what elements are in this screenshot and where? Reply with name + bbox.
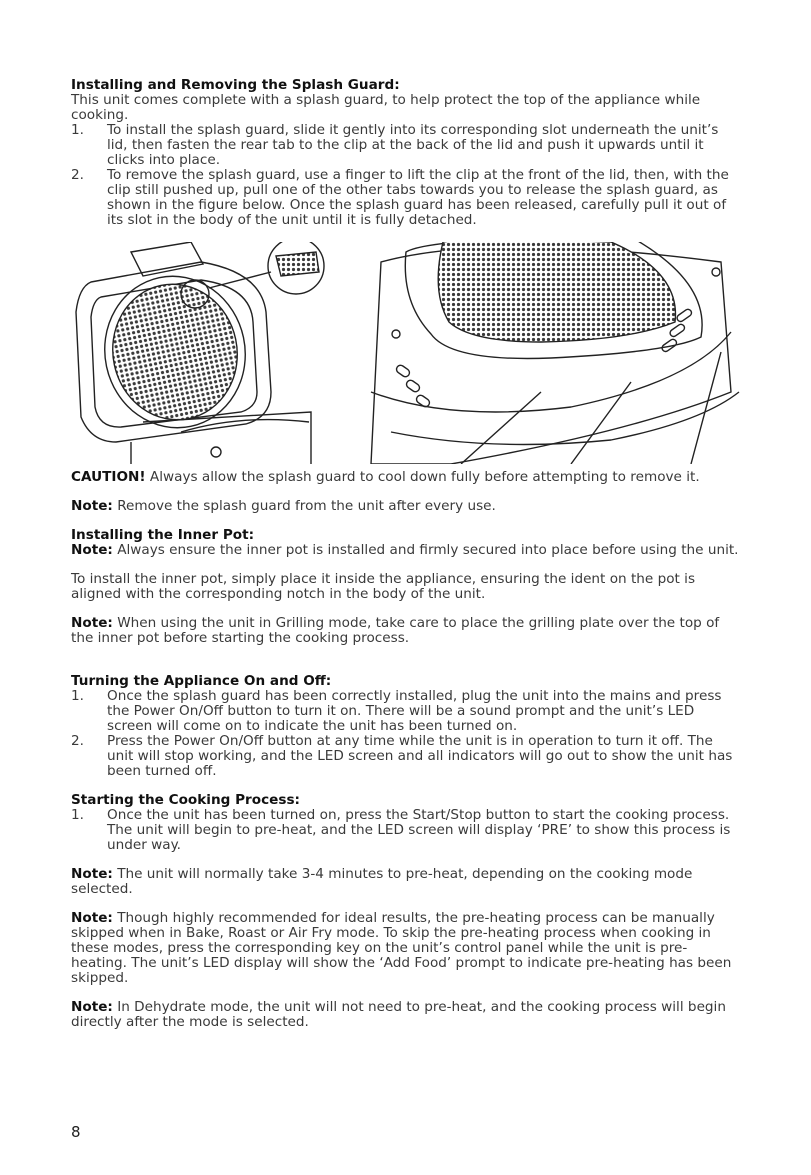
skip-preheat-note — [71, 911, 743, 986]
splash-guard-intro: This unit comes complete with a splash guard, to help protect the top of the appliance while cooking. — [71, 92, 701, 123]
splash-guard-illustration — [71, 242, 743, 464]
note-label: Note: — [71, 999, 113, 1015]
note-label: Note: — [71, 498, 113, 514]
inner-pot-body: To install the inner pot, simply place it inside the appliance, ensuring the ident on the pot is aligned with the corresponding notch in the body of the unit. — [71, 571, 696, 602]
splash-guard-steps — [71, 123, 743, 228]
dehydrate-note — [71, 1000, 743, 1030]
on-off-section — [71, 674, 743, 779]
list-item: 2. Press the Power On/Off button at any time while the unit is in operation to turn it off. The unit will stop working, and the LED screen and all indicators will go out to show the unit has been turned off. — [71, 733, 733, 779]
note-text: Though highly recommended for ideal results, the pre-heating process can be manually skipped when in Bake, Roast or Air Fry mode. To skip the pre-heating process when cooking in these modes, press the corresponding key on the unit’s control panel while the unit is pre-heating. The unit’s LED display will show the ‘Add Food’ prompt to indicate pre-heating has been skipped. — [71, 910, 732, 986]
caution-text: Always allow the splash guard to cool down fully before attempting to remove it. — [145, 469, 700, 485]
list-item: 2. To remove the splash guard, use a finger to lift the clip at the front of the lid, then, with the clip still pushed up, pull one of the other tabs towards you to release the splash guard, as shown in the figure below. Once the splash guard has been released, carefully pull it out of its slot in the body of the unit until it is fully detached. — [71, 167, 729, 228]
lid-open-drawing — [76, 242, 324, 464]
inner-pot-heading: Installing the Inner Pot: — [71, 527, 255, 543]
on-off-steps — [71, 689, 743, 779]
page-content — [71, 78, 743, 1044]
note-text: In Dehydrate mode, the unit will not need to pre-heat, and the cooking process will begin directly after the mode is selected. — [71, 999, 726, 1030]
splash-guard-section — [71, 78, 743, 228]
splash-guard-heading: Installing and Removing the Splash Guard: — [71, 77, 400, 93]
caution-label: CAUTION! — [71, 469, 146, 485]
note-label: Note: — [71, 910, 113, 926]
list-item: 1. Once the splash guard has been correctly installed, plug the unit into the mains and press the Power On/Off button to turn it on. There will be a sound prompt and the unit’s LED screen will come on to indicate the unit has been turned on. — [71, 688, 722, 734]
cooking-heading: Starting the Cooking Process: — [71, 792, 300, 808]
cooking-steps — [71, 808, 743, 853]
on-off-heading: Turning the Appliance On and Off: — [71, 673, 332, 689]
note-label: Note: — [71, 866, 113, 882]
splash-guard-figure — [71, 242, 743, 464]
inner-pot-section — [71, 528, 743, 558]
grilling-note-block — [71, 616, 743, 646]
note-text: Always ensure the inner pot is installed and firmly secured into place before using the unit. — [112, 542, 739, 558]
caution-block — [71, 470, 743, 485]
note-remove-block — [71, 499, 743, 514]
note-text: When using the unit in Grilling mode, take care to place the grilling plate over the top of the inner pot before starting the cooking process. — [71, 615, 720, 646]
inner-pot-body-block — [71, 572, 743, 602]
note-text: Remove the splash guard from the unit after every use. — [112, 498, 496, 514]
note-label: Note: — [71, 615, 113, 631]
splash-guard-closeup-drawing — [371, 242, 739, 464]
note-text: The unit will normally take 3-4 minutes to pre-heat, depending on the cooking mode selected. — [71, 866, 693, 897]
list-item: 1. To install the splash guard, slide it gently into its corresponding slot underneath the unit’s lid, then fasten the rear tab to the clip at the back of the lid and push it upwards until it clicks into place. — [71, 122, 719, 168]
note-label: Note: — [71, 542, 113, 558]
list-item: 1. Once the unit has been turned on, press the Start/Stop button to start the cooking process. The unit will begin to pre-heat, and the LED screen will display ‘PRE’ to show this process is under way. — [71, 807, 731, 853]
cooking-section — [71, 793, 743, 853]
page-number: 8 — [71, 1123, 81, 1141]
preheat-time-note — [71, 867, 743, 897]
